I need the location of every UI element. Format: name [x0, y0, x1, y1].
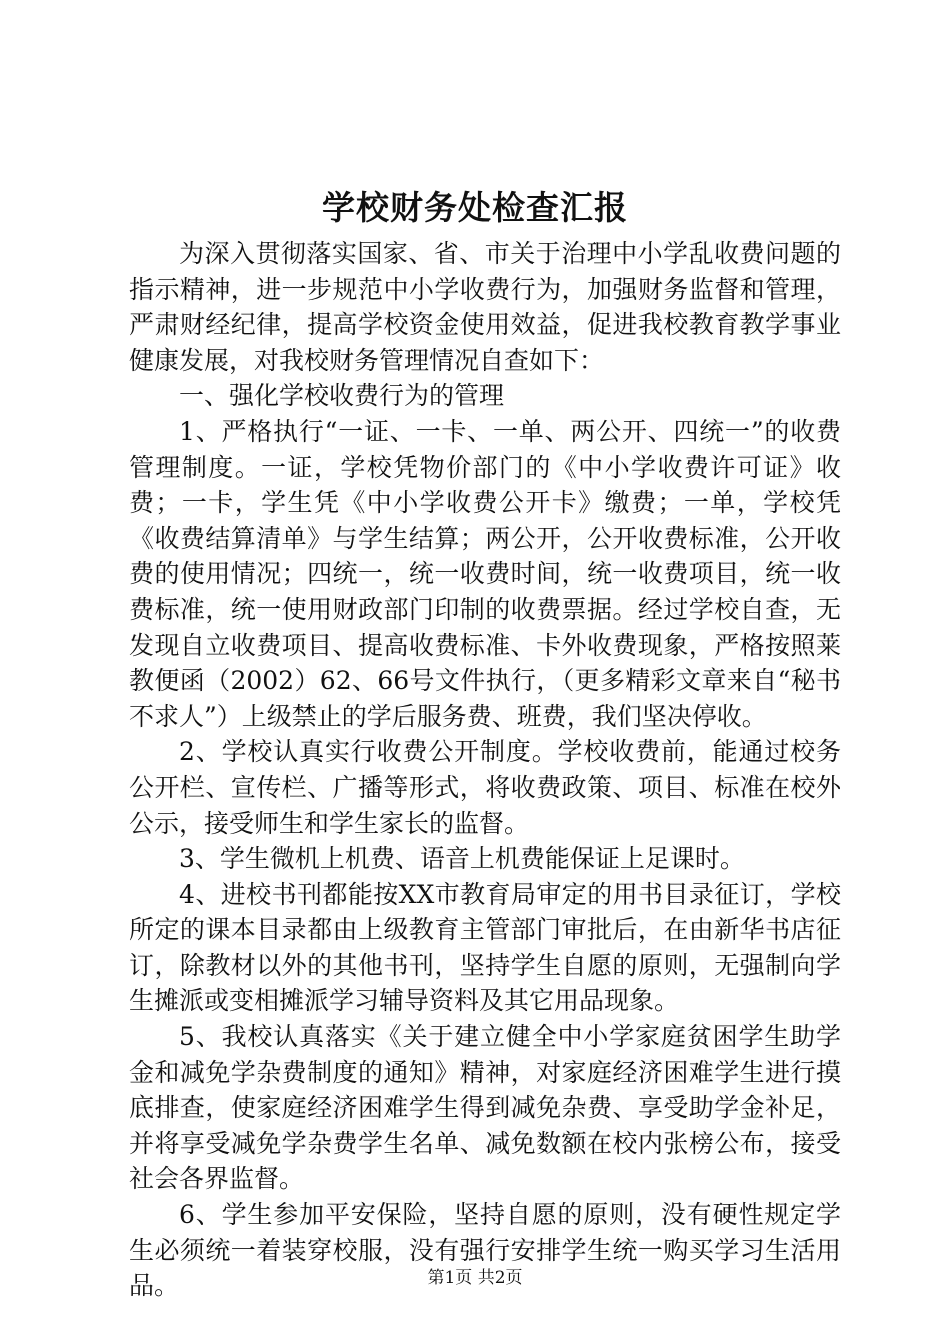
item-3-paragraph: 3、学生微机上机费、语音上机费能保证上足课时。 — [179, 844, 745, 874]
item-2-paragraph: 2、学校认真实行收费公开制度。学校收费前，能通过校务公开栏、宣传栏、广播等形式，将收费政策、项目、标准在校外公示，接受师生和学生家长的监督。 — [129, 737, 841, 838]
section-heading: 一、强化学校收费行为的管理 — [179, 381, 505, 411]
item-5-paragraph: 5、我校认真落实《关于建立健全中小学家庭贫困学生助学金和减免学杂费制度的通知》精神，对家庭经济困难学生进行摸底排查，使家庭经济困难学生得到减免杂费、享受助学金补足，并将享受减免学杂费学生名单、减免数额在校内张榜公布，接受社会各界监督。 — [129, 1022, 841, 1194]
page-footer: 第1页 共2页 — [427, 1268, 523, 1288]
document-title: 学校财务处检查汇报 — [322, 188, 628, 227]
item-4-paragraph: 4、进校书刊都能按XX市教育局审定的用书目录征订，学校所定的课本目录都由上级教育主管部门审批后，在由新华书店征订，除教材以外的其他书刊，坚持学生自愿的原则，无强制向学生摊派或变相摊派学习辅导资料及其它用品现象。 — [129, 879, 841, 1016]
intro-paragraph: 为深入贯彻落实国家、省、市关于治理中小学乱收费问题的指示精神，进一步规范中小学收费行为，加强财务监督和管理，严肃财经纪律，提高学校资金使用效益，促进我校教育教学事业健康发展，对我校财务管理情况自查如下： — [129, 239, 841, 375]
item-6-paragraph: 6、学生参加平安保险，坚持自愿的原则，没有硬性规定学生必须统一着装穿校服，没有强行安排学生统一购买学习生活用品。 — [129, 1200, 841, 1301]
item-1-paragraph: 1、严格执行“一证、一卡、一单、两公开、四统一”的收费管理制度。一证，学校凭物价部门的《中小学收费许可证》收费；一卡，学生凭《中小学收费公开卡》缴费；一单，学校凭《收费结算清单》与学生结算；两公开，公开收费标准，公开收费的使用情况；四统一，统一收费时间，统一收费项目，统一收费标准，统一使用财政部门印制的收费票据。经过学校自查，无发现自立收费项目、提高收费标准、卡外收费现象，严格按照莱教便函（2002）62、66号文件执行，（更多精彩文章来自“秘书不求人”）上级禁止的学后服务费、班费，我们坚决停收。 — [129, 416, 841, 731]
document-body — [129, 236, 841, 1304]
